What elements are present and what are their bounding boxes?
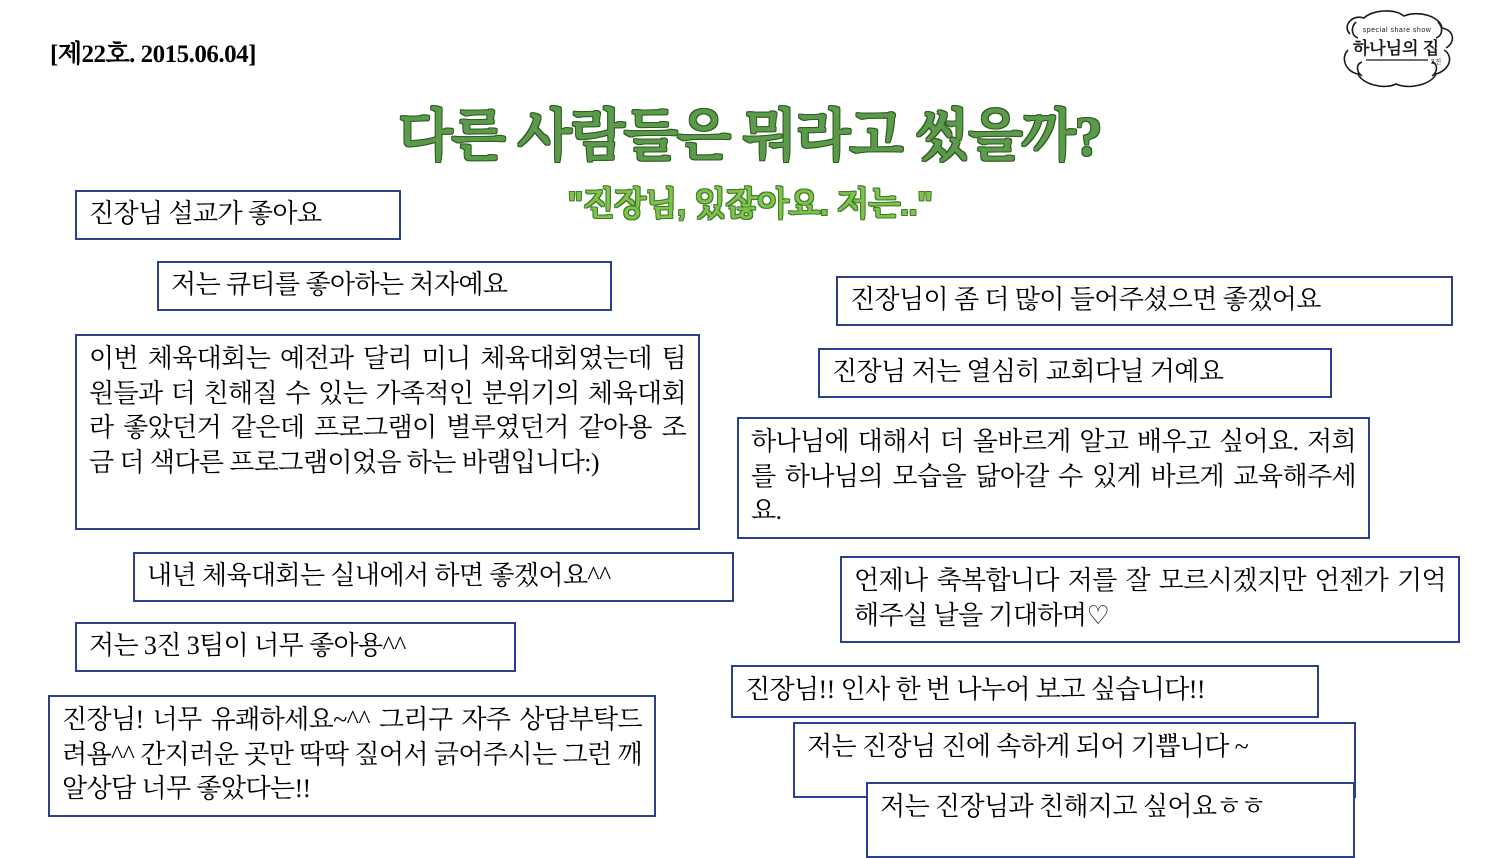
svg-text:하나님의 집: 하나님의 집	[1352, 39, 1440, 58]
comment-box: 저는 진장님과 친해지고 싶어요ㅎㅎ	[866, 782, 1355, 858]
comment-box: 진장님 저는 열심히 교회다닐 거예요	[818, 348, 1332, 398]
page-subtitle: "진장님, 있잖아요. 저는.."	[567, 185, 933, 222]
comment-box: 내년 체육대회는 실내에서 하면 좋겠어요^^	[133, 552, 734, 602]
church-logo	[1332, 6, 1462, 92]
comment-box: 이번 체육대회는 예전과 달리 미니 체육대회였는데 팀원들과 더 친해질 수 있는 가족적인 분위기의 체육대회라 좋았던거 같은데 프로그램이 별루였던거 같아용 조금 더 색다른 프로그램이었음 하는 바램입니다:)	[75, 334, 700, 530]
comment-box: 진장님이 좀 더 많이 들어주셨으면 좋겠어요	[836, 276, 1453, 326]
svg-text:special share show: special share show	[1362, 27, 1432, 34]
comment-box: 진장님! 너무 유쾌하세요~^^ 그리구 자주 상담부탁드려욤^^ 간지러운 곳만 딱딱 짚어서 긁어주시는 그런 깨알상담 너무 좋았다는!!	[48, 695, 656, 817]
comment-box: 진장님 설교가 좋아요	[75, 190, 401, 240]
comment-box: 저는 3진 3팀이 너무 좋아용^^	[75, 622, 516, 672]
comment-box: 저는 진장님 진에 속하게 되어 기쁩니다 ~	[793, 722, 1356, 798]
page-title: 다른 사람들은 뭐라고 썼을까?	[398, 106, 1102, 168]
comment-box: 하나님에 대해서 더 올바르게 알고 배우고 싶어요. 저희를 하나님의 모습을 닮아갈 수 있게 바르게 교육해주세요.	[737, 417, 1370, 539]
comment-box: 저는 큐티를 좋아하는 처자예요	[157, 261, 612, 311]
comment-box: 언제나 축복합니다 저를 잘 모르시겠지만 언젠가 기억해주실 날을 기대하며♡	[840, 556, 1460, 643]
issue-label: [제22호. 2015.06.04]	[50, 41, 256, 68]
svg-text:3진: 3진	[1430, 59, 1442, 66]
comment-box: 진장님!! 인사 한 번 나누어 보고 싶습니다!!	[731, 665, 1319, 718]
